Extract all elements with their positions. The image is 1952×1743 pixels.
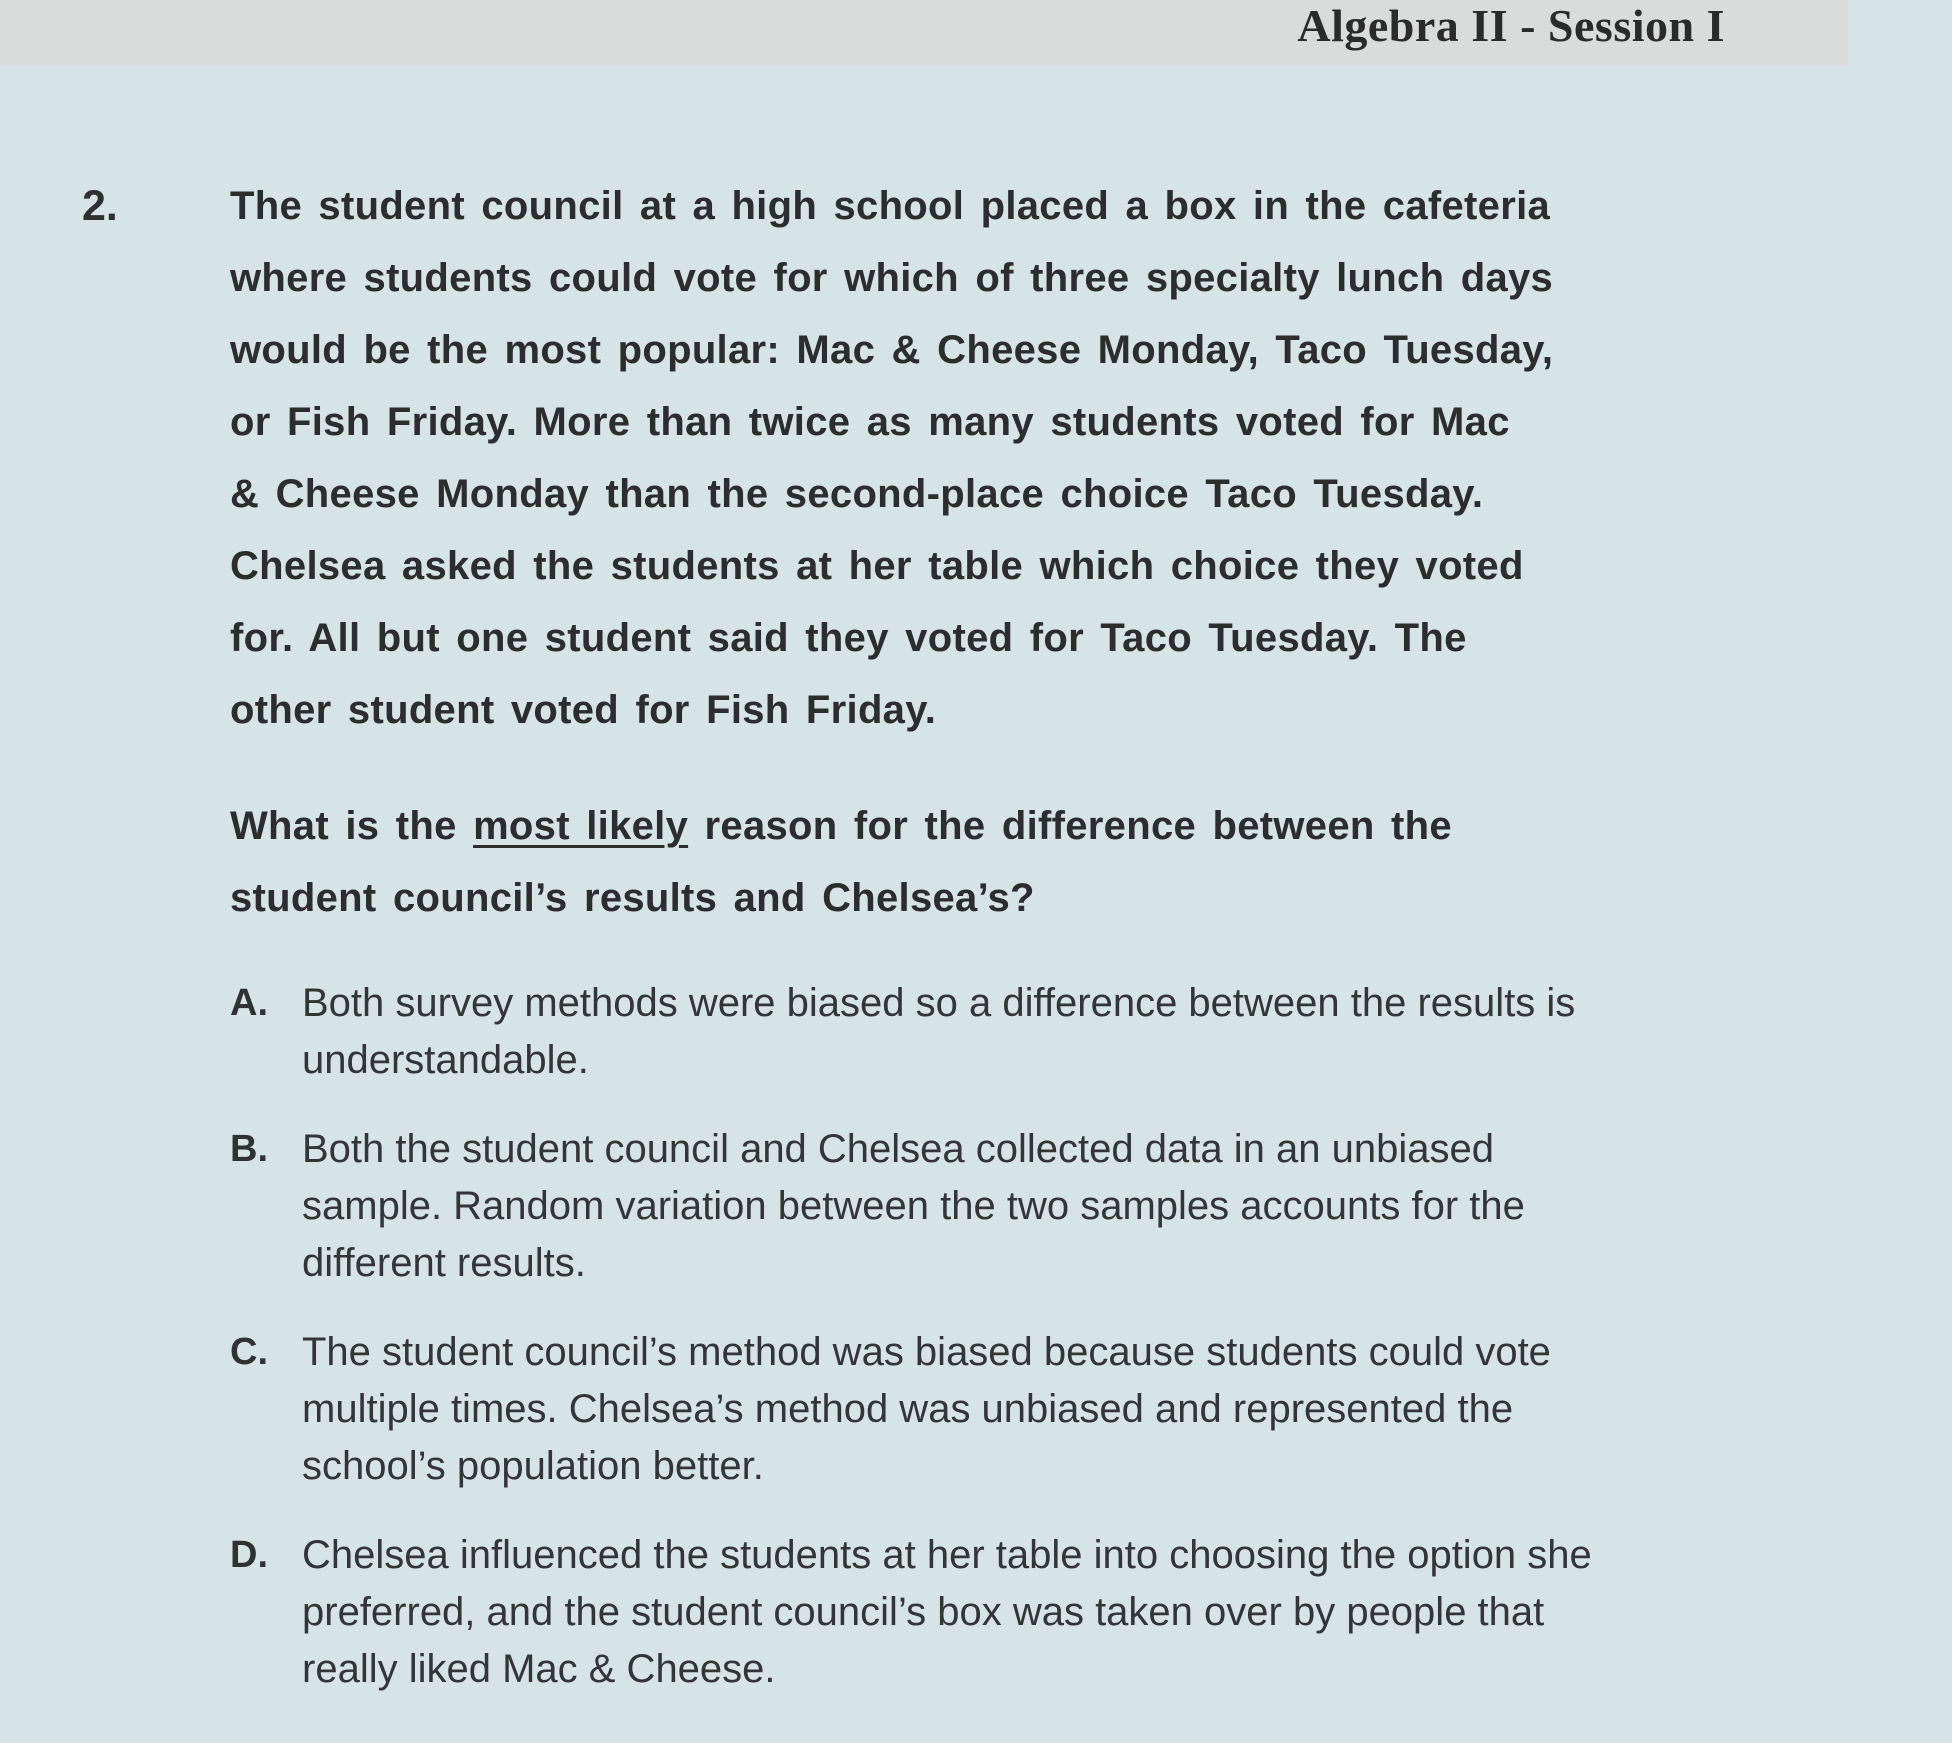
stem-line: for. All but one student said they voted for Taco Tuesday. The	[230, 616, 1467, 660]
stem-line: would be the most popular: Mac & Cheese Monday, Taco Tuesday,	[230, 328, 1554, 372]
option-b[interactable]	[230, 1121, 1880, 1292]
option-c[interactable]	[230, 1324, 1880, 1495]
option-d[interactable]	[230, 1527, 1880, 1698]
option-letter: D.	[230, 1534, 268, 1576]
option-letter: C.	[230, 1331, 268, 1373]
question-number: 2.	[82, 182, 118, 230]
option-text-line: Chelsea influenced the students at her table into choosing the option she	[302, 1533, 1592, 1577]
prompt-emphasis: most likely	[473, 804, 689, 848]
session-title: Algebra II - Session I	[1297, 0, 1725, 51]
answer-options	[230, 975, 1880, 1730]
option-text-line: really liked Mac & Cheese.	[302, 1647, 776, 1691]
option-text-line: different results.	[302, 1241, 586, 1285]
stem-line: Chelsea asked the students at her table which choice they voted	[230, 544, 1524, 588]
stem-line: The student council at a high school placed a box in the cafeteria	[230, 184, 1551, 228]
stem-line: & Cheese Monday than the second-place choice Taco Tuesday.	[230, 472, 1484, 516]
question-prompt	[230, 790, 1830, 934]
stem-line: or Fish Friday. More than twice as many students voted for Mac	[230, 400, 1510, 444]
stem-line: where students could vote for which of three specialty lunch days	[230, 256, 1554, 300]
option-text-line: sample. Random variation between the two samples accounts for the	[302, 1184, 1525, 1228]
prompt-text-after: reason for the difference between the	[688, 804, 1452, 848]
option-letter: A.	[230, 982, 268, 1024]
prompt-line-1	[230, 790, 1830, 862]
option-text-line: preferred, and the student council’s box was taken over by people that	[302, 1590, 1545, 1634]
option-text-line: multiple times. Chelsea’s method was unbiased and represented the	[302, 1387, 1514, 1431]
option-text-line: Both the student council and Chelsea collected data in an unbiased	[302, 1127, 1494, 1171]
option-text-line: The student council’s method was biased because students could vote	[302, 1330, 1551, 1374]
prompt-text-before: What is the	[230, 804, 474, 848]
question-stem	[230, 170, 1830, 746]
stem-line: other student voted for Fish Friday.	[230, 688, 937, 732]
option-text-line: school’s population better.	[302, 1444, 764, 1488]
prompt-line-2: student council’s results and Chelsea’s?	[230, 876, 1035, 920]
option-a[interactable]	[230, 975, 1880, 1089]
option-letter: B.	[230, 1128, 268, 1170]
header-band	[0, 0, 1848, 66]
option-text-line: understandable.	[302, 1038, 589, 1082]
option-text-line: Both survey methods were biased so a difference between the results is	[302, 981, 1576, 1025]
